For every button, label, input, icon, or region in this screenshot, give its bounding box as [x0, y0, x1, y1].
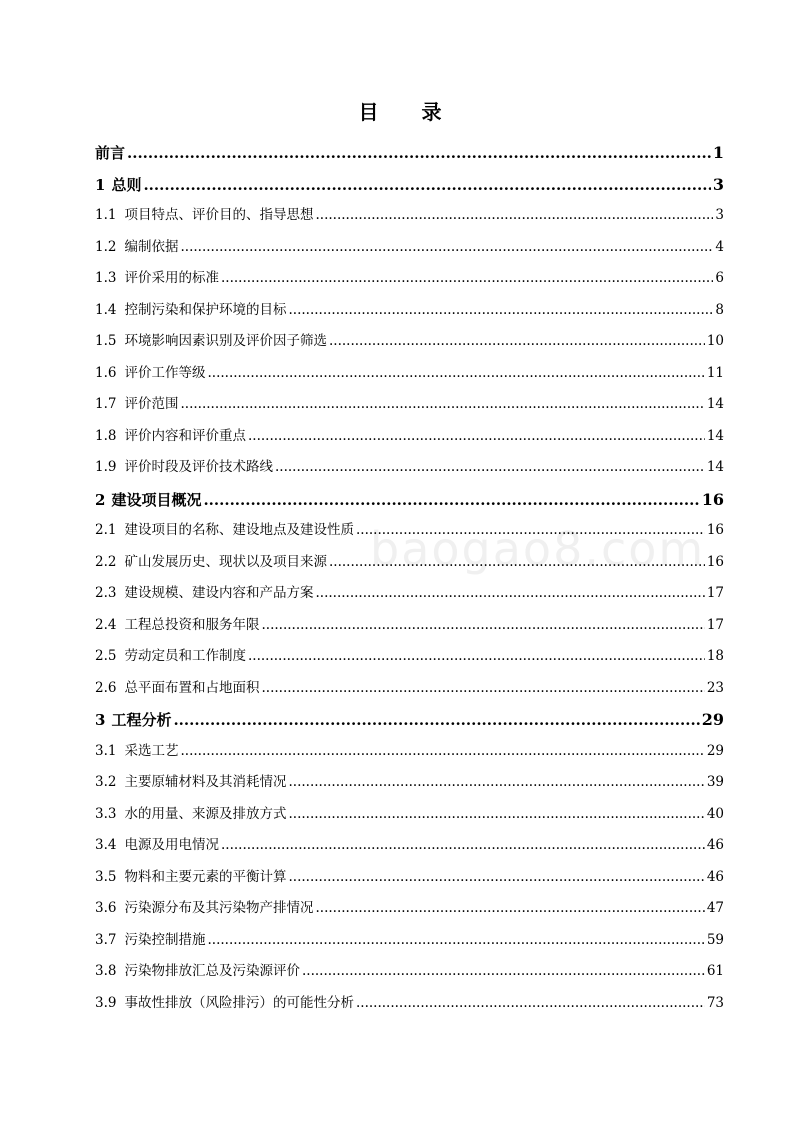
toc-entry-label: 项目特点、评价目的、指导思想	[124, 207, 314, 223]
toc-leader-dots	[302, 956, 705, 988]
toc-entry-page: 14	[706, 427, 724, 444]
toc-leader-dots	[261, 673, 704, 705]
toc-leader-dots	[315, 578, 704, 610]
toc-entry-label: 总则	[111, 175, 142, 194]
toc-leader-dots	[315, 893, 704, 925]
toc-leader-dots	[180, 232, 713, 264]
toc-entry-label: 环境影响因素识别及评价因子筛选	[124, 333, 327, 349]
toc-leader-dots	[127, 138, 711, 169]
toc-entry-page: 46	[706, 868, 724, 885]
toc-entry-number: 3.2	[95, 774, 117, 790]
toc-entry-number: 1.1	[95, 207, 117, 223]
toc-entry-number: 1.3	[95, 270, 117, 286]
toc-entry-number: 3.4	[95, 837, 117, 853]
watermark: baogao8.com	[370, 522, 706, 576]
toc-entry-number: 1.7	[95, 396, 117, 412]
toc-entry-number: 1.2	[95, 238, 117, 255]
toc-entry-page: 10	[706, 333, 724, 349]
toc-leader-dots	[275, 452, 705, 484]
toc-entry-page: 6	[715, 270, 724, 286]
toc-entry-page: 3	[715, 207, 724, 223]
toc-entry-label: 电源及用电情况	[124, 837, 219, 853]
toc-entry-label: 污染源分布及其污染物产排情况	[124, 900, 314, 916]
toc-entry[interactable]	[95, 389, 724, 421]
toc-entry-label: 矿山发展历史、现状以及项目来源	[124, 553, 327, 570]
toc-entry-page: 18	[706, 648, 724, 664]
toc-entry-page: 29	[701, 710, 724, 729]
page-title: 目 录	[358, 100, 460, 124]
toc-entry[interactable]	[95, 358, 724, 390]
toc-entry[interactable]	[95, 232, 724, 264]
toc-entry-number: 2.2	[95, 553, 117, 570]
toc-entry[interactable]	[95, 295, 724, 327]
toc-entry-number: 2.1	[95, 522, 117, 538]
toc-entry-label: 劳动定员和工作制度	[124, 648, 246, 664]
toc-entry-number: 2.6	[95, 679, 117, 696]
toc-entry[interactable]	[95, 736, 724, 768]
toc-entry-page: 8	[715, 301, 724, 318]
toc-leader-dots	[288, 767, 704, 799]
toc-entry-label: 污染物排放汇总及污染源评价	[124, 963, 300, 979]
toc-entry[interactable]	[95, 830, 724, 862]
toc-entry[interactable]	[95, 547, 724, 579]
toc-leader-dots	[207, 358, 704, 390]
toc-entry[interactable]	[95, 326, 724, 358]
toc-entry-number: 3	[95, 711, 106, 729]
toc-entry[interactable]	[95, 673, 724, 705]
toc-entry-label: 水的用量、来源及排放方式	[124, 805, 287, 822]
toc-leader-dots	[356, 988, 705, 1020]
toc-entry-label: 主要原辅材料及其消耗情况	[124, 774, 287, 790]
toc-entry-number: 2.4	[95, 616, 117, 633]
toc-entry-page: 17	[706, 585, 724, 601]
toc-entry[interactable]	[95, 862, 724, 894]
toc-entry[interactable]	[95, 988, 724, 1020]
toc-entry-page: 46	[706, 837, 724, 853]
toc-entry-label: 评价工作等级	[124, 364, 206, 381]
toc-entry-page: 16	[701, 489, 724, 509]
toc-entry-label: 工程分析	[111, 711, 172, 729]
toc-leader-dots	[143, 170, 710, 201]
toc-entry-page: 11	[706, 364, 724, 381]
toc-leader-dots	[356, 515, 705, 547]
toc-entry-page: 39	[706, 774, 724, 790]
toc-leader-dots	[329, 326, 705, 358]
toc-leader-dots	[221, 830, 705, 862]
toc-entry-page: 17	[706, 616, 724, 633]
toc-leader-dots	[288, 862, 704, 894]
toc-entry-number: 3.7	[95, 931, 117, 948]
toc-entry-label: 工程总投资和服务年限	[124, 616, 260, 633]
toc-entry[interactable]	[95, 956, 724, 988]
toc-entry-number: 1.8	[95, 427, 117, 444]
toc-entry-number: 3.8	[95, 963, 117, 979]
toc-entry-label: 事故性排放（风险排污）的可能性分析	[124, 994, 354, 1011]
toc-entry-label: 污染控制措施	[124, 931, 206, 948]
toc-entry-page: 61	[706, 963, 724, 979]
toc-entry-number: 1	[95, 175, 106, 194]
toc-entry-page: 59	[706, 931, 724, 948]
toc-entry-page: 1	[712, 143, 724, 162]
toc-entry-label: 建设规模、建设内容和产品方案	[124, 585, 314, 601]
toc-leader-dots	[221, 263, 713, 295]
table-of-contents	[95, 137, 724, 1019]
toc-entry[interactable]	[95, 421, 724, 453]
toc-entry[interactable]	[95, 578, 724, 610]
toc-entry-number: 1.9	[95, 459, 117, 475]
toc-entry[interactable]	[95, 704, 724, 736]
toc-leader-dots	[261, 610, 704, 642]
toc-entry[interactable]	[95, 515, 724, 547]
toc-leader-dots	[173, 705, 699, 736]
toc-leader-dots	[248, 421, 705, 453]
toc-entry[interactable]	[95, 452, 724, 484]
toc-entry[interactable]	[95, 610, 724, 642]
toc-entry[interactable]	[95, 641, 724, 673]
toc-entry-number: 3.5	[95, 868, 117, 885]
toc-leader-dots	[180, 736, 704, 768]
toc-entry-number: 1.5	[95, 333, 117, 349]
toc-entry-label: 编制依据	[124, 238, 179, 255]
toc-entry-page: 29	[706, 742, 724, 759]
toc-entry-number: 3.6	[95, 900, 117, 916]
toc-entry[interactable]	[95, 925, 724, 957]
toc-entry-page: 3	[712, 174, 724, 194]
toc-entry-page: 4	[715, 238, 724, 255]
toc-entry-label: 总平面布置和占地面积	[124, 679, 260, 696]
toc-leader-dots	[248, 641, 705, 673]
toc-entry-label: 评价时段及评价技术路线	[124, 459, 273, 475]
toc-entry-label: 建设项目概况	[111, 490, 202, 509]
toc-entry-label: 建设项目的名称、建设地点及建设性质	[124, 522, 354, 538]
toc-entry[interactable]	[95, 169, 724, 201]
toc-entry-page: 47	[706, 900, 724, 916]
toc-entry-page: 16	[706, 553, 724, 570]
toc-entry-number: 2	[95, 490, 106, 509]
toc-entry-label: 物料和主要元素的平衡计算	[124, 868, 287, 885]
toc-entry-label: 评价采用的标准	[124, 270, 219, 286]
toc-entry-number: 3.3	[95, 805, 117, 822]
toc-entry[interactable]	[95, 263, 724, 295]
toc-leader-dots	[329, 547, 705, 579]
toc-entry-label: 评价范围	[124, 396, 179, 412]
toc-leader-dots	[315, 200, 713, 232]
toc-entry-number: 2.3	[95, 585, 117, 601]
toc-entry-number: 1.6	[95, 364, 117, 381]
toc-entry-page: 73	[706, 994, 724, 1011]
toc-entry-number: 2.5	[95, 648, 117, 664]
toc-entry-page: 16	[706, 522, 724, 538]
toc-entry-page: 40	[706, 805, 724, 822]
toc-entry-page: 14	[706, 459, 724, 475]
toc-entry[interactable]	[95, 767, 724, 799]
toc-entry[interactable]	[95, 799, 724, 831]
toc-leader-dots	[207, 925, 704, 957]
toc-leader-dots	[288, 799, 704, 831]
toc-entry-label: 采选工艺	[124, 742, 179, 759]
toc-entry-number: 1.4	[95, 301, 117, 318]
toc-leader-dots	[288, 295, 713, 327]
toc-entry-number: 3.9	[95, 994, 117, 1011]
toc-entry[interactable]	[95, 200, 724, 232]
toc-entry[interactable]	[95, 137, 724, 169]
toc-entry-page: 14	[706, 396, 724, 412]
toc-entry-page: 23	[706, 679, 724, 696]
toc-entry-number: 3.1	[95, 742, 117, 759]
toc-entry[interactable]	[95, 484, 724, 516]
toc-entry-label: 控制污染和保护环境的目标	[124, 301, 287, 318]
toc-entry[interactable]	[95, 893, 724, 925]
toc-leader-dots	[203, 485, 699, 516]
toc-entry-label: 前言	[95, 144, 126, 162]
toc-entry-label: 评价内容和评价重点	[124, 427, 246, 444]
toc-leader-dots	[180, 389, 704, 421]
